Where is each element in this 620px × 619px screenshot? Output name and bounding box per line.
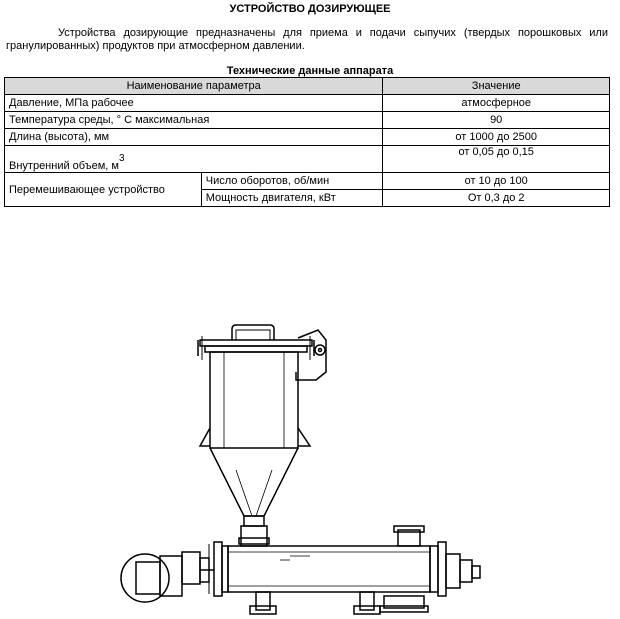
param-name: Давление, МПа рабочее xyxy=(5,95,383,112)
bottom-outlets xyxy=(250,592,428,614)
param-name-cell xyxy=(5,146,383,173)
left-flange xyxy=(209,542,228,596)
table-caption: Технические данные аппарата xyxy=(226,65,394,77)
param-unit-superscript: 3 xyxy=(118,153,125,164)
table-row xyxy=(5,173,610,190)
param-value: от 1000 до 2500 xyxy=(383,129,610,146)
subparam-name: Число оборотов, об/мин xyxy=(201,173,383,190)
param-value: от 0,05 до 0,15 xyxy=(383,146,610,173)
screw-tube xyxy=(228,546,430,592)
top-flange xyxy=(198,336,314,360)
param-name: Длина (высота), мм xyxy=(5,129,383,146)
intro-paragraph: Устройства дозирующие предназначены для приема и подачи сыпучих (твердых порошковых или гранулированных) продуктов при атмосферном давлении. xyxy=(6,27,608,52)
param-value: 90 xyxy=(383,112,610,129)
subparam-value: от 10 до 100 xyxy=(383,173,610,190)
drive-motor xyxy=(121,552,214,602)
hopper-cone xyxy=(210,448,298,516)
specs-table xyxy=(4,77,610,207)
subparam-name: Мощность двигателя, кВт xyxy=(201,190,383,207)
side-lugs xyxy=(200,428,310,446)
table-row xyxy=(5,146,610,173)
top-nozzle xyxy=(394,526,424,546)
dosing-device-drawing xyxy=(0,310,620,619)
right-flange xyxy=(430,542,446,596)
end-bearing xyxy=(446,554,480,588)
table-header-row xyxy=(5,78,610,95)
subparam-value: От 0,3 до 2 xyxy=(383,190,610,207)
table-row xyxy=(5,129,610,146)
header-value: Значение xyxy=(383,78,610,95)
hinge-bracket xyxy=(296,330,326,380)
table-row xyxy=(5,112,610,129)
group-name: Перемешивающее устройство xyxy=(5,173,202,207)
table-row xyxy=(5,95,610,112)
param-value: атмосферное xyxy=(383,95,610,112)
document-title: УСТРОЙСТВО ДОЗИРУЮЩЕЕ xyxy=(229,3,391,15)
hopper-body xyxy=(210,352,298,448)
param-name: Температура среды, ° С максимальная xyxy=(5,112,383,129)
param-name: Внутренний объем, м xyxy=(9,160,119,172)
outlet-neck xyxy=(239,516,269,546)
lid-handle xyxy=(232,325,274,340)
header-name: Наименование параметра xyxy=(5,78,383,95)
